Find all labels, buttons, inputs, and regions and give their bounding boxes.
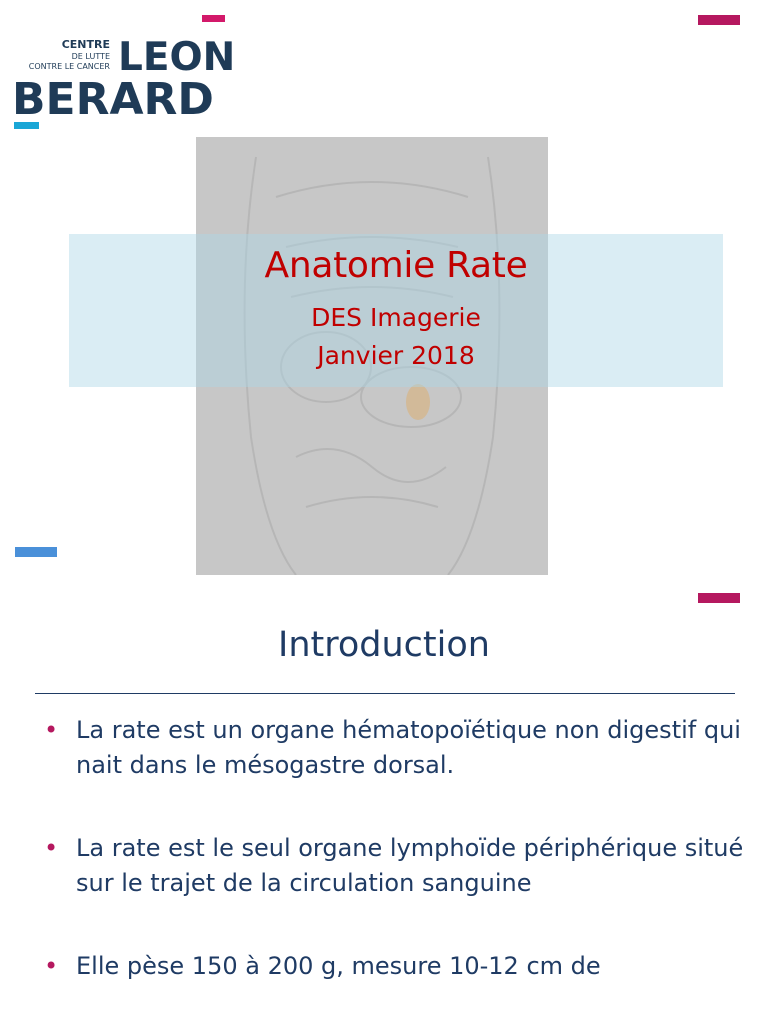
slide-title: Introduction xyxy=(278,625,490,665)
bullet-text: La rate est un organe hématopoïétique non digestif qui nait dans le mésogastre dorsal. xyxy=(76,716,741,779)
presentation-title: Anatomie Rate xyxy=(264,245,528,286)
bullet-marker: • xyxy=(44,834,59,862)
bullet-marker: • xyxy=(44,716,59,744)
centre-leon-berard-logo xyxy=(10,12,235,134)
bullet-text: Elle pèse 150 à 200 g, mesure 10-12 cm de xyxy=(76,952,601,980)
svg-text:DE LUTTE: DE LUTTE xyxy=(71,52,110,61)
bullet-list xyxy=(44,713,744,984)
accent-bar xyxy=(698,593,740,603)
title-divider xyxy=(35,693,735,694)
bullet-item xyxy=(44,949,744,984)
svg-text:LEON: LEON xyxy=(118,35,235,80)
svg-text:CENTRE: CENTRE xyxy=(61,38,110,51)
accent-bar xyxy=(15,547,57,557)
presentation-date: Janvier 2018 xyxy=(317,341,475,370)
svg-text:CONTRE LE CANCER: CONTRE LE CANCER xyxy=(28,62,110,71)
bullet-marker: • xyxy=(44,952,59,980)
bullet-text: La rate est le seul organe lymphoïde périphérique situé sur le trajet de la circulation sanguine xyxy=(76,834,744,897)
presentation-subtitle: DES Imagerie xyxy=(311,303,481,332)
introduction-slide xyxy=(0,590,768,1024)
svg-text:BERARD: BERARD xyxy=(12,74,214,125)
accent-bar xyxy=(698,15,740,25)
bullet-item xyxy=(44,831,744,901)
bullet-item xyxy=(44,713,744,783)
